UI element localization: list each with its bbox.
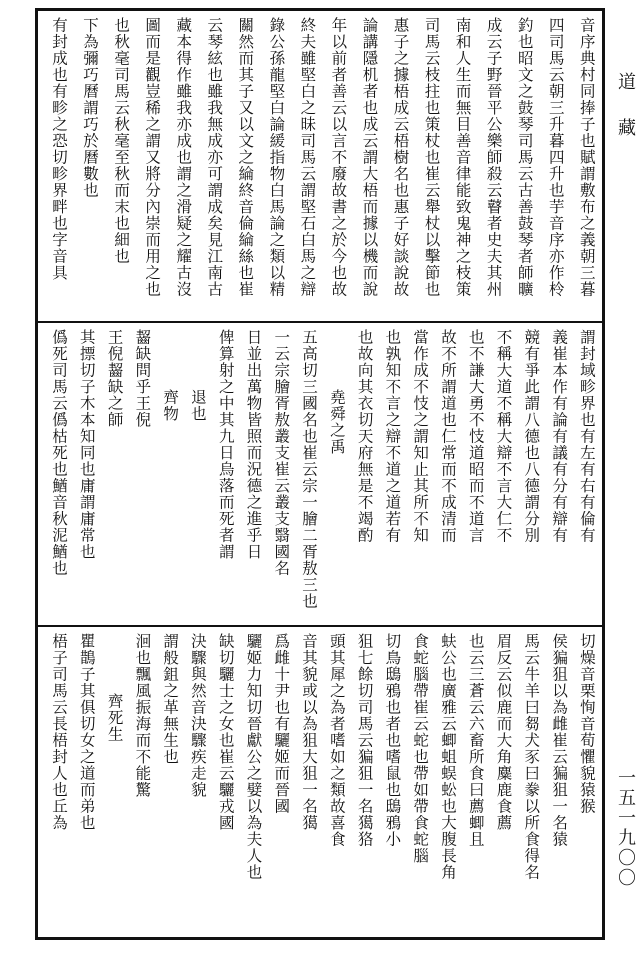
text-column: 謂般鉏之革無生也 (161, 633, 180, 765)
text-column: 切燥音栗恂音荀懼貌猿猴 (577, 633, 596, 815)
text-column: 謂封域畛界也有左有右有倫有 (577, 329, 596, 544)
text-column: 一云宗膾胥敖叢支崔云叢支翳國名 (272, 329, 291, 577)
text-column: 也秋毫司馬云秋毫至秋而末也細也 (112, 17, 131, 265)
text-column: 釣也昭文之鼓琴司馬云古善鼓琴者師曠 (515, 17, 534, 298)
text-column: 也云三蒼云六畜所食曰薦蝍且 (466, 633, 485, 848)
text-column: 食蛇腦帶崔云蛇也帶如帶食蛇腦 (411, 633, 430, 864)
text-column: 也故向其衣切天府無是不竭酌 (355, 329, 374, 544)
text-column: 退也 (188, 389, 207, 422)
text-column: 齊死生 (105, 693, 124, 743)
text-column: 下為彌巧曆謂巧於曆數也 (81, 17, 100, 199)
text-column: 洄也飄風振海而不能驚 (133, 633, 152, 798)
column-group (46, 329, 594, 619)
text-column: 王倪齧缺之師 (105, 329, 124, 428)
text-column: 競有爭此謂八德也八德謂分別 (522, 329, 541, 544)
text-column: 音其貌或以為狙大狙一名獦 (300, 633, 319, 831)
text-column: 馬云牛羊曰芻犬豕曰豢以所食得名 (522, 633, 541, 881)
text-column: 惠子之據梧成云梧樹名也惠子好談說故 (391, 17, 410, 298)
text-column: 云琴絃也雖我無成亦可謂成矣見江南古 (205, 17, 224, 298)
text-column: 圖而是觀豈稀之謂又將分內崇而用之也 (143, 17, 162, 298)
text-column: 司馬云枝拄也策杖也崔云舉杖以擊節也 (422, 17, 441, 298)
text-column: 眉反云似鹿而大角麋鹿食薦 (494, 633, 513, 831)
text-column: 蚨公也廣雅云蝍蛆蜈蚣也大腹長角 (438, 633, 457, 881)
text-panel-bottom (38, 627, 602, 937)
text-column: 日並出萬物皆照而況德之進乎日 (244, 329, 263, 560)
text-column: 關然而其子又以文之綸終音倫綸絲也崔 (236, 17, 255, 298)
text-column: 南和人生而無目善音律能致鬼神之枝策 (453, 17, 472, 298)
text-column: 其摽切子木本知同也庸謂庸常也 (77, 329, 96, 560)
text-column: 僞死司馬云僞枯死也鰌音秋泥鰌也 (50, 329, 68, 577)
column-group (46, 17, 594, 315)
text-column: 錄公孫龍堅白論緩指物白馬論之類以精 (267, 17, 286, 298)
text-column: 俾算射之中其九日烏落而死者謂 (216, 329, 235, 560)
text-column: 成云子野晉平公樂師殺云瞽者史夫其州 (484, 17, 503, 298)
text-column: 決驟與然音決驟疾走貌 (188, 633, 207, 798)
text-column: 四司馬云朝三升暮四升也芋音序亦作柃 (546, 17, 565, 298)
text-panel-top (38, 11, 602, 321)
text-column: 齊物 (161, 389, 180, 422)
text-column: 音序典村同捧子也賦謂敷布之義朝三暮 (577, 17, 596, 298)
text-column: 梧子司馬云長梧封人也丘為 (50, 633, 68, 831)
column-group (46, 633, 594, 931)
text-column: 不稱大道不稱大辯不言大仁不 (494, 329, 513, 544)
text-column: 切鳥鴟鴉也者也嗜鼠也鴟鴉小 (383, 633, 402, 848)
text-column: 也不謙大勇不忮道昭而不道言 (466, 329, 485, 544)
text-column: 堯舜之禹 (327, 389, 346, 455)
margin-title: 道 (615, 72, 636, 96)
text-column: 狙七餘切司馬云猵狙一名獦狢 (355, 633, 374, 848)
text-column: 頭其犀之為者嗜如之類故喜食 (327, 633, 346, 848)
text-column: 爲雌十尹也有驪姬而晉國 (272, 633, 291, 815)
page-number: 一五一九〇〇 (615, 768, 636, 888)
text-column: 缺切驪士之女也崔云驪戎國 (216, 633, 235, 831)
text-column: 有封成也有畛之恐切畛界畔也字音具 (50, 17, 68, 281)
margin-section: 藏 (615, 118, 636, 142)
page-frame (35, 8, 605, 940)
text-column: 侯猵狙以為雌崔云猵狙一名猿 (550, 633, 569, 848)
text-column: 故不所謂道也仁常而不成清而 (438, 329, 457, 544)
text-column: 終夫雖堅白之昧司馬云謂堅石白馬之辯 (298, 17, 317, 298)
text-column: 齧缺問乎王倪 (133, 329, 152, 428)
text-column: 瞿鵲子其俱切女之道而弟也 (77, 633, 96, 831)
text-column: 論講隱机者也成云謂大梧而據以機而說 (360, 17, 379, 298)
text-column: 五高切三國名也崔云宗一膾二胥敖三也 (300, 329, 319, 610)
text-column: 驪姬力知切晉獻公之嬖以為夫人也 (244, 633, 263, 881)
text-column: 年以前者善云以言不廢故書之於今也故 (329, 17, 348, 298)
text-column: 也孰知不言之辯不道之道若有 (383, 329, 402, 544)
text-column: 藏本得作雖我亦成也謂之滑疑之耀古沒 (174, 17, 193, 298)
text-panel-middle (38, 323, 602, 625)
text-column: 當作成不忮之謂知止其所不知 (411, 329, 430, 544)
text-column: 義崔本作有論有議有分有辯有 (550, 329, 569, 544)
